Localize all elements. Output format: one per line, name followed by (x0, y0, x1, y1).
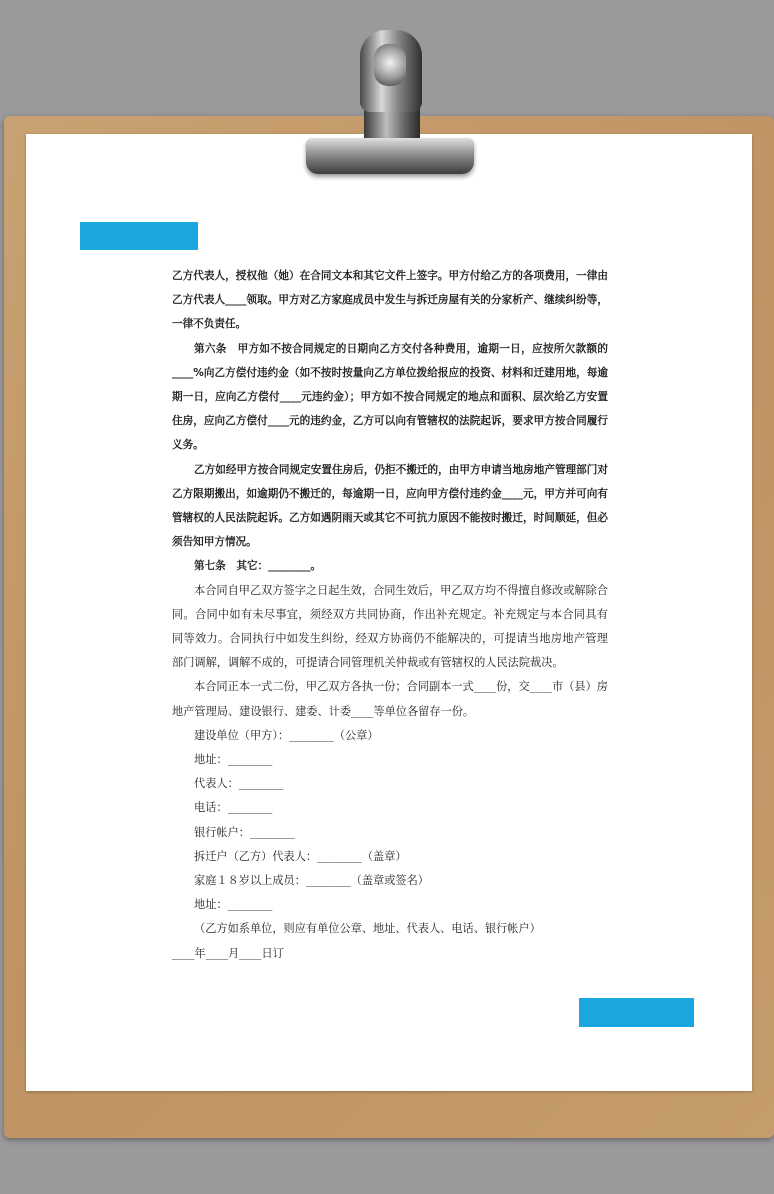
paragraph-article-six: 第六条 甲方如不按合同规定的日期向乙方交付各种费用，逾期一日，应按所欠款额的____%向乙方偿付违约金（如不按时按量向乙方单位拨给报应的投资、材料和迁建用地，每逾期一日，应向乙方偿付____元违约金）；甲方如不按合同规定的地点和面积、层次给乙方安置住房，应向乙方偿付____元的违约金，乙方可以向有管辖权的法院起诉，要求甲方按合同履行义务。 (172, 342, 608, 452)
field-representative: 代表人：________ (194, 777, 284, 791)
field-bank-account: 银行帐户：________ (194, 825, 295, 839)
field-builder: 建设单位（甲方）：________（公章） (194, 728, 379, 742)
paragraph-article-seven: 第七条 其它：________。 (194, 560, 322, 573)
clip-hole (374, 44, 406, 86)
field-note: （乙方如系单位，则应有单位公章、地址、代表人、电话、银行帐户） (194, 922, 541, 936)
field-address-a: 地址：________ (194, 753, 273, 767)
accent-bar-top (80, 222, 198, 250)
paragraph-effect: 本合同自甲乙双方签字之日起生效，合同生效后，甲乙双方均不得擅自修改或解除合同。合同中如有未尽事宜，须经双方共同协商，作出补充规定。补充规定与本合同具有同等效力。合同执行中如发生纠纷，经双方协商仍不能解决的，可提请当地房地产管理部门调解，调解不成的，可提请合同管理机关仲裁或有管辖权的人民法院裁决。 (172, 583, 608, 670)
field-family-members: 家庭１８岁以上成员：________（盖章或签名） (194, 874, 429, 888)
field-relocatee: 拆迁户（乙方）代表人：________（盖章） (194, 849, 407, 863)
field-address-b: 地址：________ (194, 898, 273, 912)
field-phone: 电话：________ (194, 801, 273, 815)
date-line: ____年____月____日订 (172, 946, 284, 960)
accent-bar-bottom (579, 998, 694, 1027)
paragraph-representative: 乙方代表人，授权他（她）在合同文本和其它文件上签字。甲方付给乙方的各项费用，一律由乙方代表人____领取。甲方对乙方家庭成员中发生与拆迁房屋有关的分家析产、继续纠纷等，一律不负责任。 (172, 270, 608, 331)
paragraph-copies: 本合同正本一式二份，甲乙双方各执一份；合同副本一式____份，交____市（县）房地产管理局、建设银行、建委、计委____等单位各留存一份。 (172, 680, 608, 718)
contract-body (172, 264, 608, 966)
paragraph-relocation: 乙方如经甲方按合同规定安置住房后，仍拒不搬迁的，由甲方申请当地房地产管理部门对乙方限期搬出，如逾期仍不搬迁的，每逾期一日，应向甲方偿付违约金____元，甲方并可向有管辖权的人民法院起诉。乙方如遇阴雨天或其它不可抗力原因不能按时搬迁，时间顺延，但必须告知甲方情况。 (172, 463, 608, 549)
clip-plate (306, 138, 474, 174)
